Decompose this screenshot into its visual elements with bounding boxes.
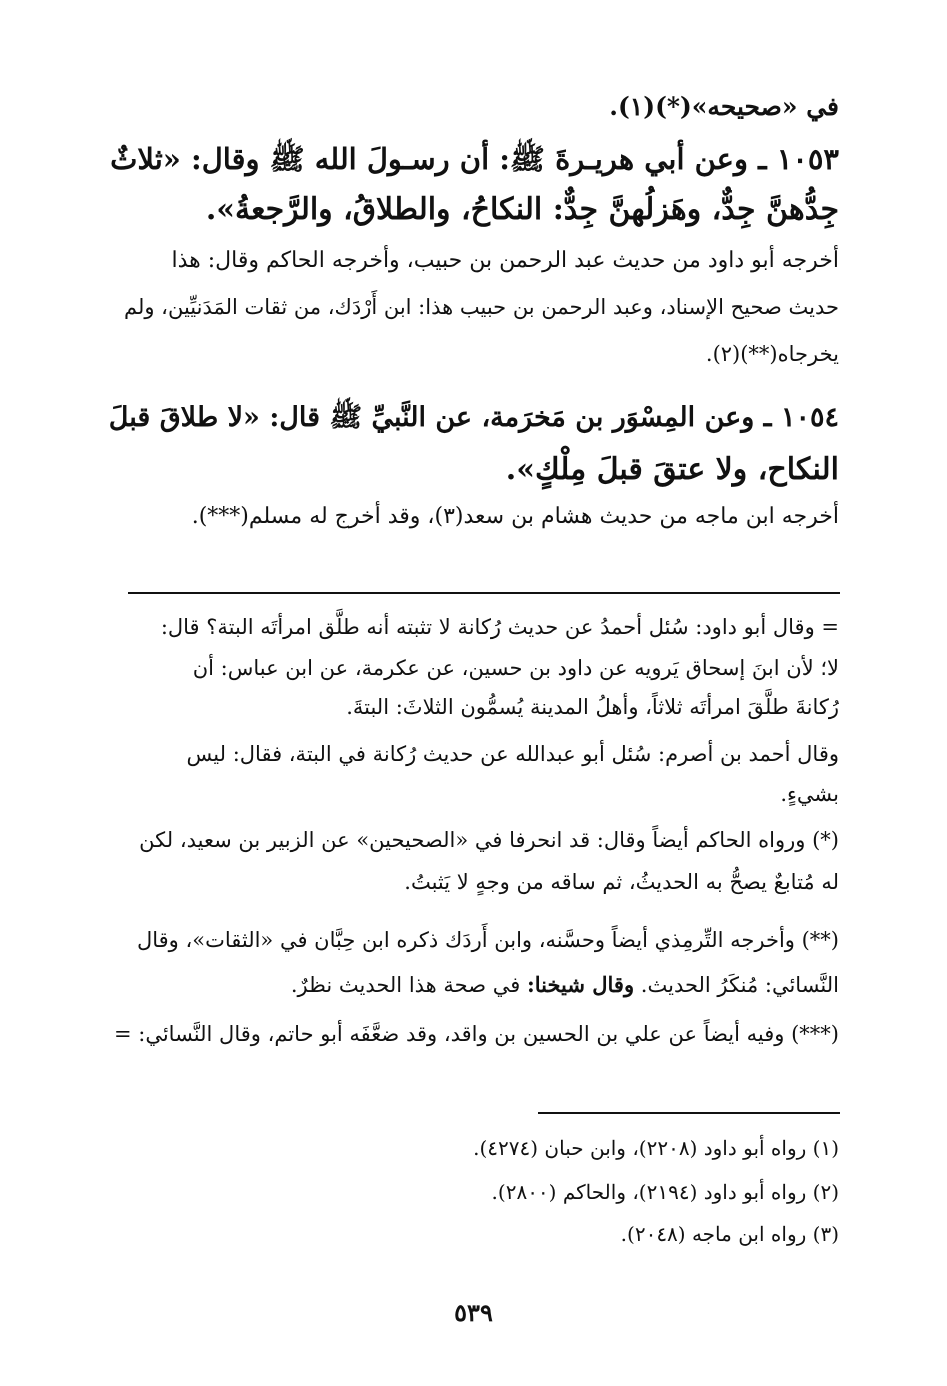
hadith-1054-line-2: النكاح، ولا عتقَ قبلَ مِلْكٍ». bbox=[505, 452, 839, 487]
comment-1053-line-3: يخرجاه(**)(٢). bbox=[705, 342, 839, 366]
footnotes-separator bbox=[538, 1112, 840, 1114]
note-line-1: = وقال أبو داود: سُئل أحمدُ عن حديث رُكانة لا تثبته أنه طلَّق امرأتَه البتة؟ قال: bbox=[160, 615, 839, 639]
footnote-2: (٢) رواه أبو داود (٢١٩٤)، والحاكم (٢٨٠٠). bbox=[491, 1180, 839, 1204]
intro-line: في «صحيحه»(*)(١). bbox=[609, 92, 839, 121]
note-line-4: وقال أحمد بن أصرم: سُئل أبو عبدالله عن حديث رُكانة في البتة، فقال: ليس bbox=[186, 742, 839, 766]
note-line-10: (***) وفيه أيضاً عن علي بن الحسين بن واقد، وقد ضعَّفَه أبو حاتم، وقال النَّسائي: = bbox=[113, 1022, 839, 1046]
hadith-1053-line-2: جِدُّهنَّ جِدٌّ، وهَزلُهنَّ جِدٌّ: النكاحُ، والطلاقُ، والرَّجعةُ». bbox=[205, 192, 839, 227]
footnote-3: (٣) رواه ابن ماجه (٢٠٤٨). bbox=[620, 1222, 839, 1246]
comment-1053-line-2: حديث صحيح الإسناد، وعبد الرحمن بن حبيب هذا: ابن أَرْدَك، من ثقات المَدَنيِّين، ولم bbox=[123, 295, 839, 319]
note-line-9-a: النَّسائي: مُنكَرُ الحديث. bbox=[640, 973, 839, 997]
hadith-1054-line-1: ١٠٥٤ ـ وعن المِسْوَر بن مَخرَمة، عن النَّبيِّ ﷺ قال: «لا طلاقَ قبلَ bbox=[108, 402, 839, 433]
note-line-9-bold: وقال شيخنا: bbox=[526, 972, 635, 997]
notes-separator bbox=[128, 592, 840, 594]
note-line-5: بشيءٍ. bbox=[780, 782, 839, 806]
note-line-9 bbox=[291, 972, 839, 997]
note-line-8: (**) وأخرجه التِّرمِذي أيضاً وحسَّنه، وابن أَردَك ذكره ابن حِبَّان في «الثقات»، وقال bbox=[136, 928, 839, 952]
note-line-2: لا؛ لأن ابنَ إسحاق يَرويه عن داود بن حسين، عن عكرمة، عن ابن عباس: أن bbox=[192, 656, 839, 680]
hadith-1053-line-1: ١٠٥٣ ـ وعن أبي هريـرةَ ﷺ: أن رسـولَ الله ﷺ وقال: «ثلاثٌ bbox=[110, 142, 839, 176]
note-line-3: رُكانةَ طلَّقَ امرأتَه ثلاثاً، وأهلُ المدينة يُسمُّون الثلاثَ: البتةَ. bbox=[346, 695, 839, 719]
page-number: ٥٣٩ bbox=[454, 1298, 493, 1327]
note-line-6: (*) ورواه الحاكم أيضاً وقال: قد انحرفا في «الصحيحين» عن الزبير بن سعيد، لكن bbox=[139, 828, 839, 852]
comment-1054-line-1: أخرجه ابن ماجه من حديث هشام بن سعد(٣)، وقد أخرج له مسلم(***). bbox=[191, 504, 839, 529]
footnote-1: (١) رواه أبو داود (٢٢٠٨)، وابن حبان (٤٢٧٤). bbox=[473, 1136, 839, 1160]
note-line-9-c: في صحة هذا الحديث نظرٌ. bbox=[290, 973, 521, 997]
comment-1053-line-1: أخرجه أبو داود من حديث عبد الرحمن بن حبيب، وأخرجه الحاكم وقال: هذا bbox=[171, 248, 839, 273]
note-line-7: له مُتابعٌ يصحُّ به الحديثُ، ثم ساقه من وجهٍ لا يَثبتُ. bbox=[404, 870, 839, 894]
